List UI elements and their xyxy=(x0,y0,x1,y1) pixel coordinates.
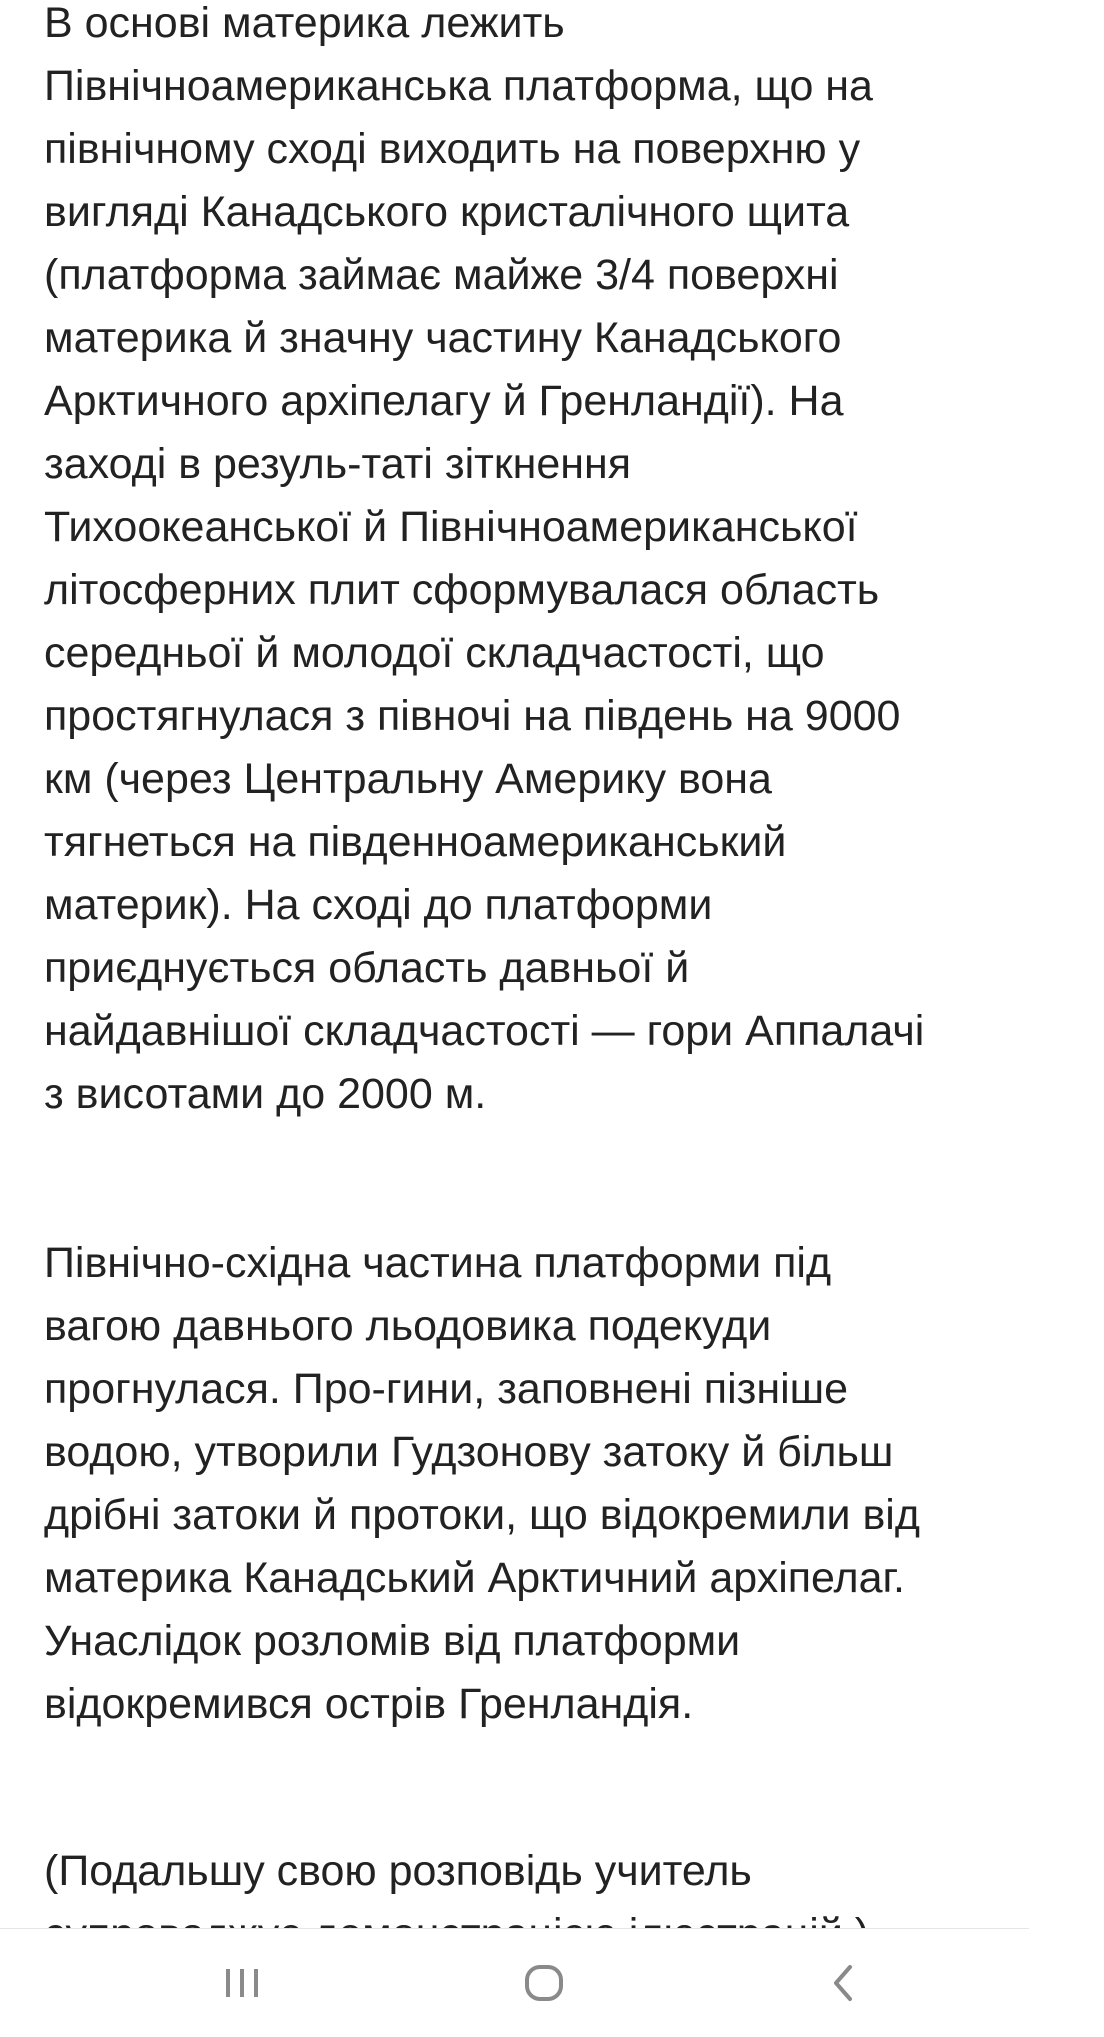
text-line: найдавнішої складчастості — гори Аппалачі xyxy=(44,1007,925,1055)
text-line: північному сході виходить на поверхню у xyxy=(44,125,861,173)
text-line: Північно-східна частина платформи під xyxy=(44,1239,832,1287)
article-paragraph xyxy=(44,1232,1104,1736)
text-line: вигляді Канадського кристалічного щита xyxy=(44,188,850,236)
home-icon xyxy=(520,1959,568,2007)
text-line: літосферних плит сформувалася область xyxy=(44,566,880,614)
text-line: водою, утворили Гудзонову затоку й більш xyxy=(44,1428,894,1476)
text-line: км (через Центральну Америку вона xyxy=(44,755,772,803)
text-line: простягнулася з півночі на південь на 9000 xyxy=(44,692,901,740)
text-line: Північноамериканська платформа, що на xyxy=(44,62,873,110)
text-line: Тихоокеанської й Північноамериканської xyxy=(44,503,858,551)
back-icon xyxy=(822,1961,866,2005)
text-line: вагою давнього льодовика подекуди xyxy=(44,1302,772,1350)
article-paragraph xyxy=(44,0,1104,1126)
text-line: В основі материка лежить xyxy=(44,0,565,47)
text-line: дрібні затоки й протоки, що відокремили від xyxy=(44,1491,920,1539)
text-line: (платформа займає майже 3/4 поверхні xyxy=(44,251,839,299)
text-line: середньої й молодої складчастості, що xyxy=(44,629,825,677)
recent-apps-button[interactable] xyxy=(182,1929,302,2037)
home-button[interactable] xyxy=(484,1929,604,2037)
text-line: з висотами до 2000 м. xyxy=(44,1070,487,1118)
recent-apps-icon xyxy=(220,1961,264,2005)
text-line: материка й значну частину Канадського xyxy=(44,314,842,362)
text-line: приєднується область давньої й xyxy=(44,944,690,992)
text-line: тягнеться на південноамериканський xyxy=(44,818,787,866)
text-line: материк). На сході до платформи xyxy=(44,881,713,929)
system-navigation-bar xyxy=(0,1928,1029,2037)
text-line: материка Канадський Арктичний архіпелаг. xyxy=(44,1554,905,1602)
text-line: Арктичного архіпелагу й Гренландії). На xyxy=(44,377,844,425)
text-line: Унаслідок розломів від платформи xyxy=(44,1617,741,1665)
text-line: (Подальшу свою розповідь учитель xyxy=(44,1847,752,1895)
text-line: прогнулася. Про-гини, заповнені пізніше xyxy=(44,1365,849,1413)
back-button[interactable] xyxy=(784,1929,904,2037)
text-line: відокремився острів Гренландія. xyxy=(44,1680,694,1728)
text-line: заході в резуль-таті зіткнення xyxy=(44,440,632,488)
